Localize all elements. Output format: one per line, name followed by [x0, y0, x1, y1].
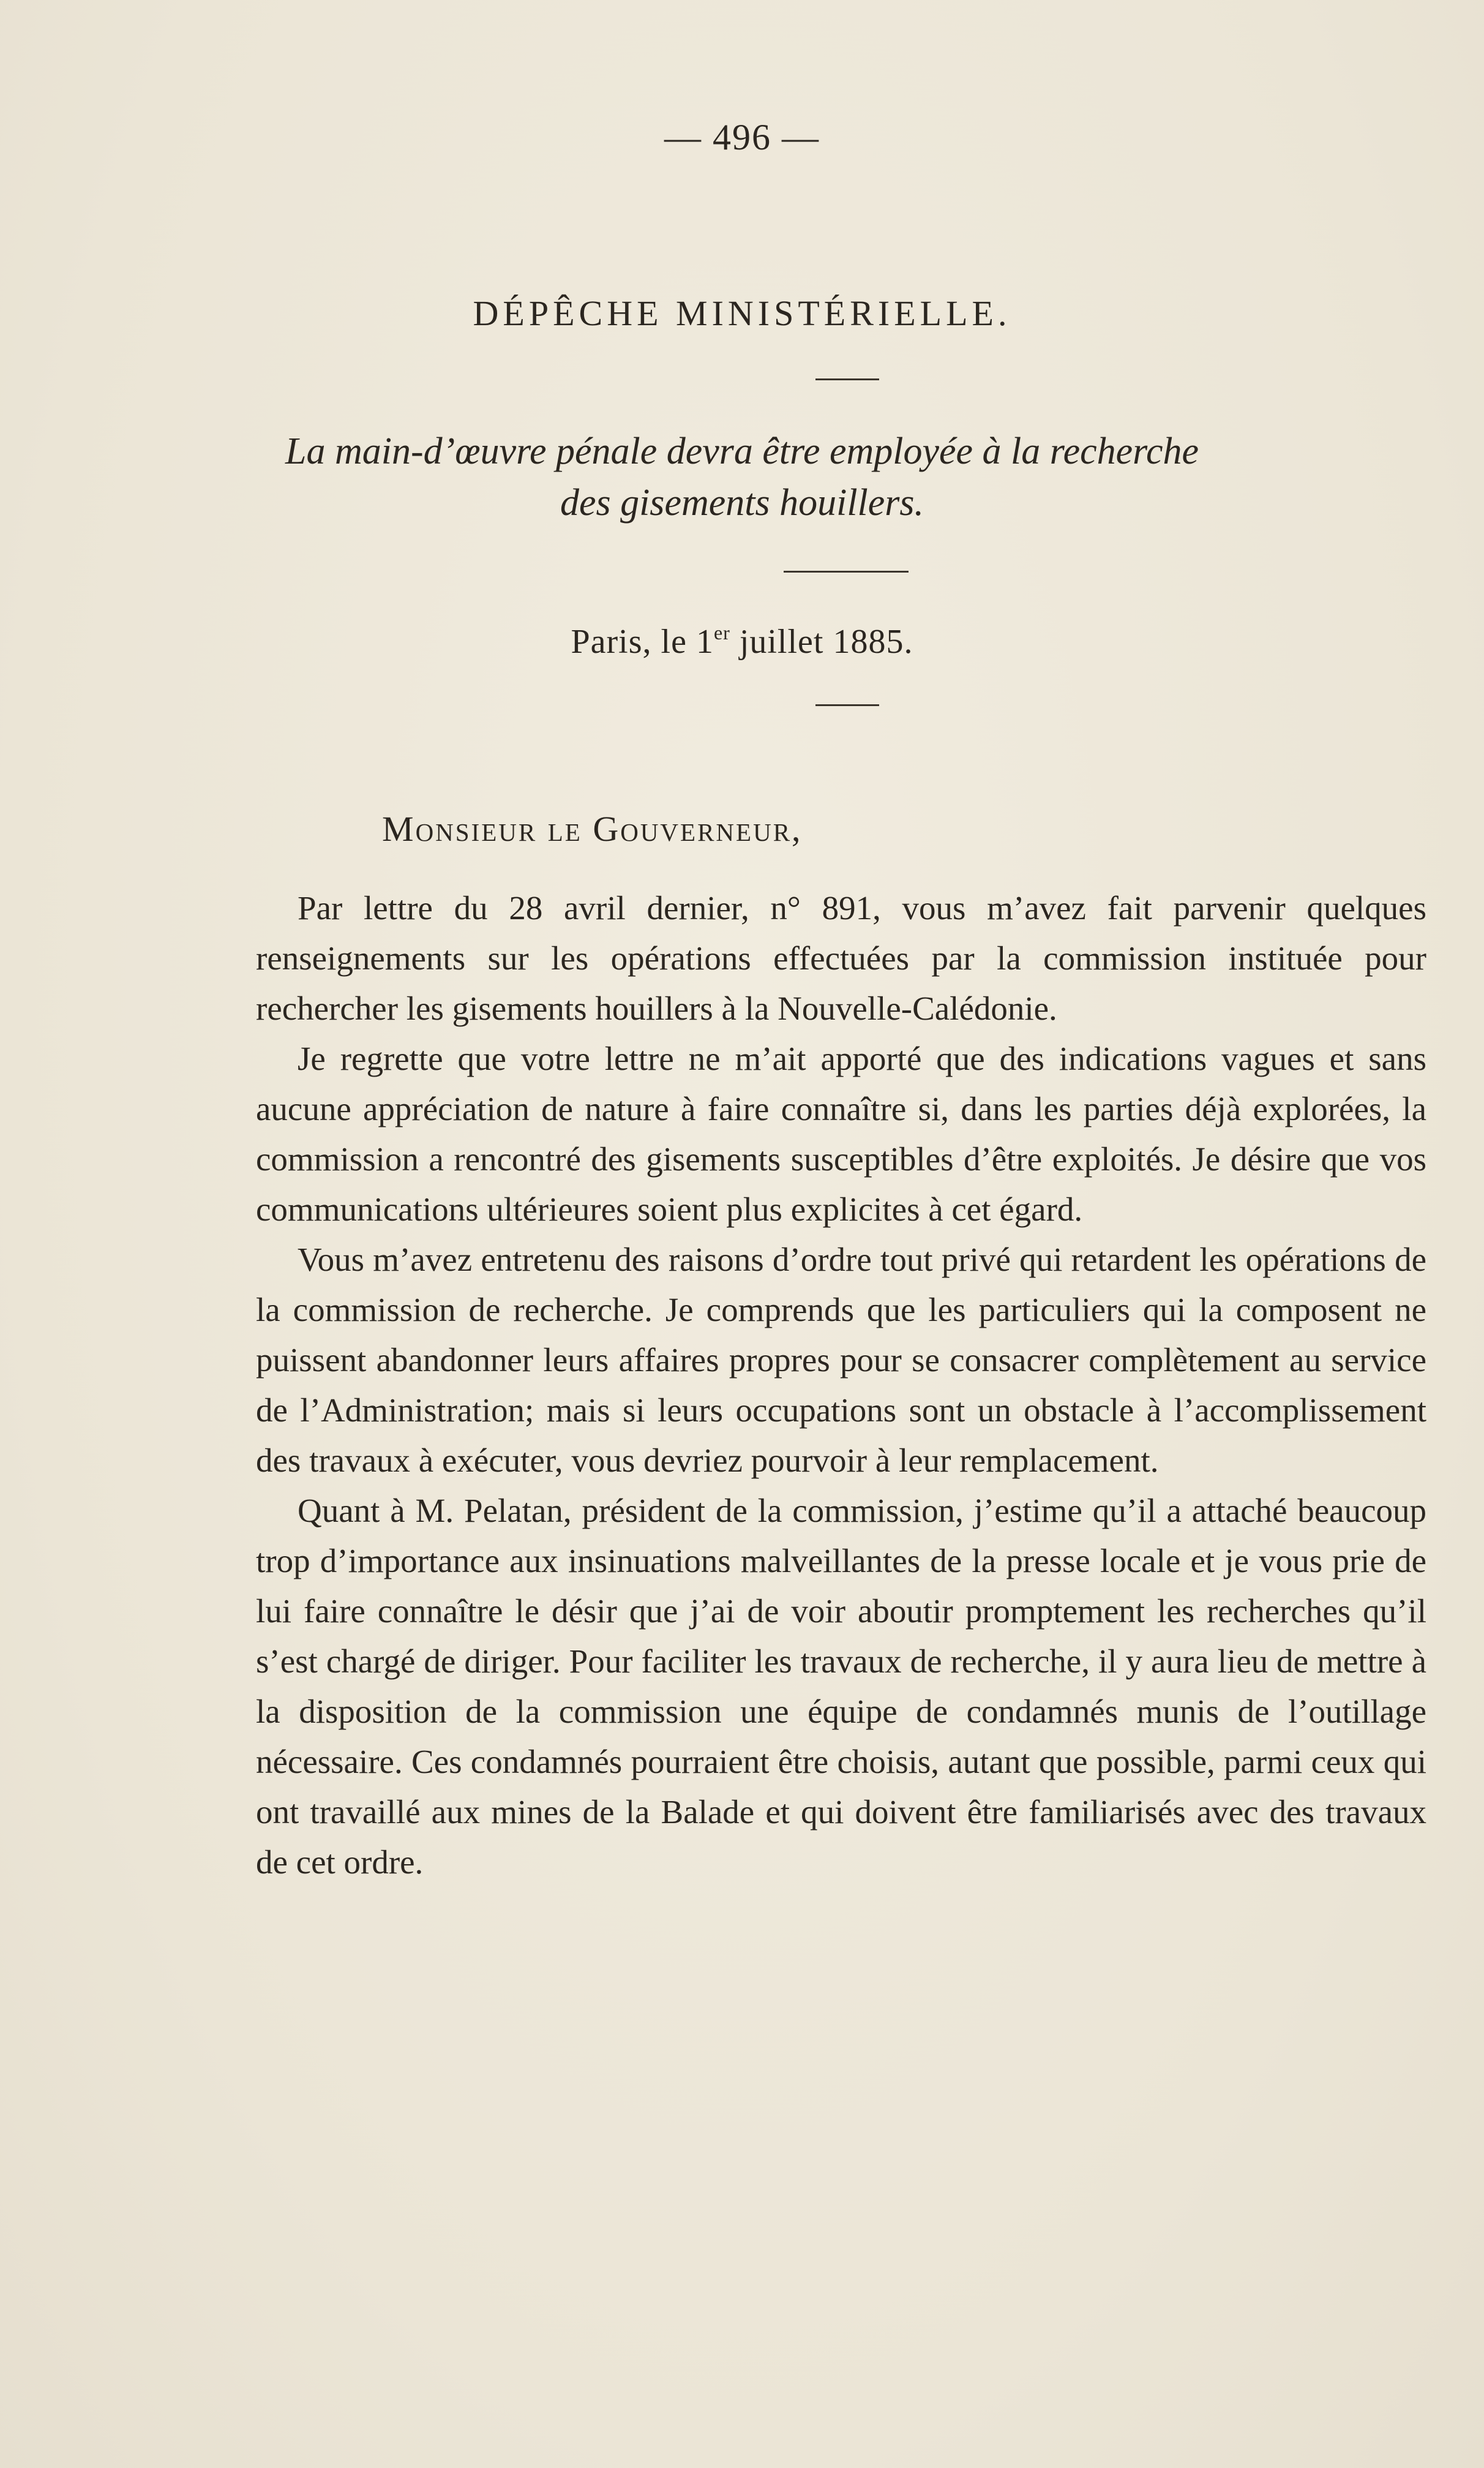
page-number: — 496 — [664, 117, 820, 157]
paragraph-2: Je regrette que votre lettre ne m’ait apporté que des indications vagues et sans aucune appréciation de nature à faire connaître si, dans les parties déjà explorées, la commission a rencontré des gisements susceptibles d’être exploités. Je désire que vos communications ultérieures soient plus explicites à cet égard. [256, 1040, 1426, 1228]
document-subtitle [0, 426, 1484, 529]
dateline-ordinal: er [713, 622, 730, 644]
dateline-divider [815, 704, 879, 706]
salutation: Monsieur le Gouverneur, [382, 809, 803, 849]
subtitle-line-1: La main-d’œuvre pénale devra être employée à la recherche [285, 431, 1199, 472]
paragraph-3: Vous m’avez entretenu des raisons d’ordre tout privé qui retardent les opérations de la commission de recherche. Je comprends que les particuliers qui la composent ne puissent abandonner leurs affaires propres pour se consacrer complètement au service de l’Administration; mais si leurs occupations sont un obstacle à l’accomplissement des travaux à exécuter, vous devriez pourvoir à leur remplacement. [256, 1241, 1426, 1479]
title-divider [815, 378, 879, 380]
subtitle-line-2: des gisements houillers. [560, 482, 924, 524]
dateline-month-year: juillet 1885. [730, 623, 913, 661]
letter-body [256, 883, 1426, 1887]
paragraph-1: Par lettre du 28 avril dernier, n° 891, vous m’avez fait parvenir quelques renseignements sur les opérations effectuées par la commission instituée pour rechercher les gisements houillers à la Nouvelle-Calédonie. [256, 889, 1426, 1027]
subtitle-divider [784, 571, 909, 573]
document-title: DÉPÊCHE MINISTÉRIELLE. [473, 293, 1011, 333]
dateline [0, 622, 1484, 661]
paragraph-4: Quant à M. Pelatan, président de la commission, j’estime qu’il a attaché beaucoup trop d’importance aux insinuations malveillantes de la presse locale et je vous prie de lui faire connaître le désir que j’ai de voir aboutir promptement les recherches qu’il s’est chargé de diriger. Pour faciliter les travaux de recherche, il y aura lieu de mettre à la disposition de la commission une équipe de condamnés munis de l’outillage nécessaire. Ces condamnés pourraient être choisis, autant que possible, parmi ceux qui ont travaillé aux mines de la Balade et qui doivent être familiarisés avec des travaux de cet ordre. [256, 1492, 1426, 1881]
dateline-place-day: Paris, le 1 [571, 623, 714, 661]
